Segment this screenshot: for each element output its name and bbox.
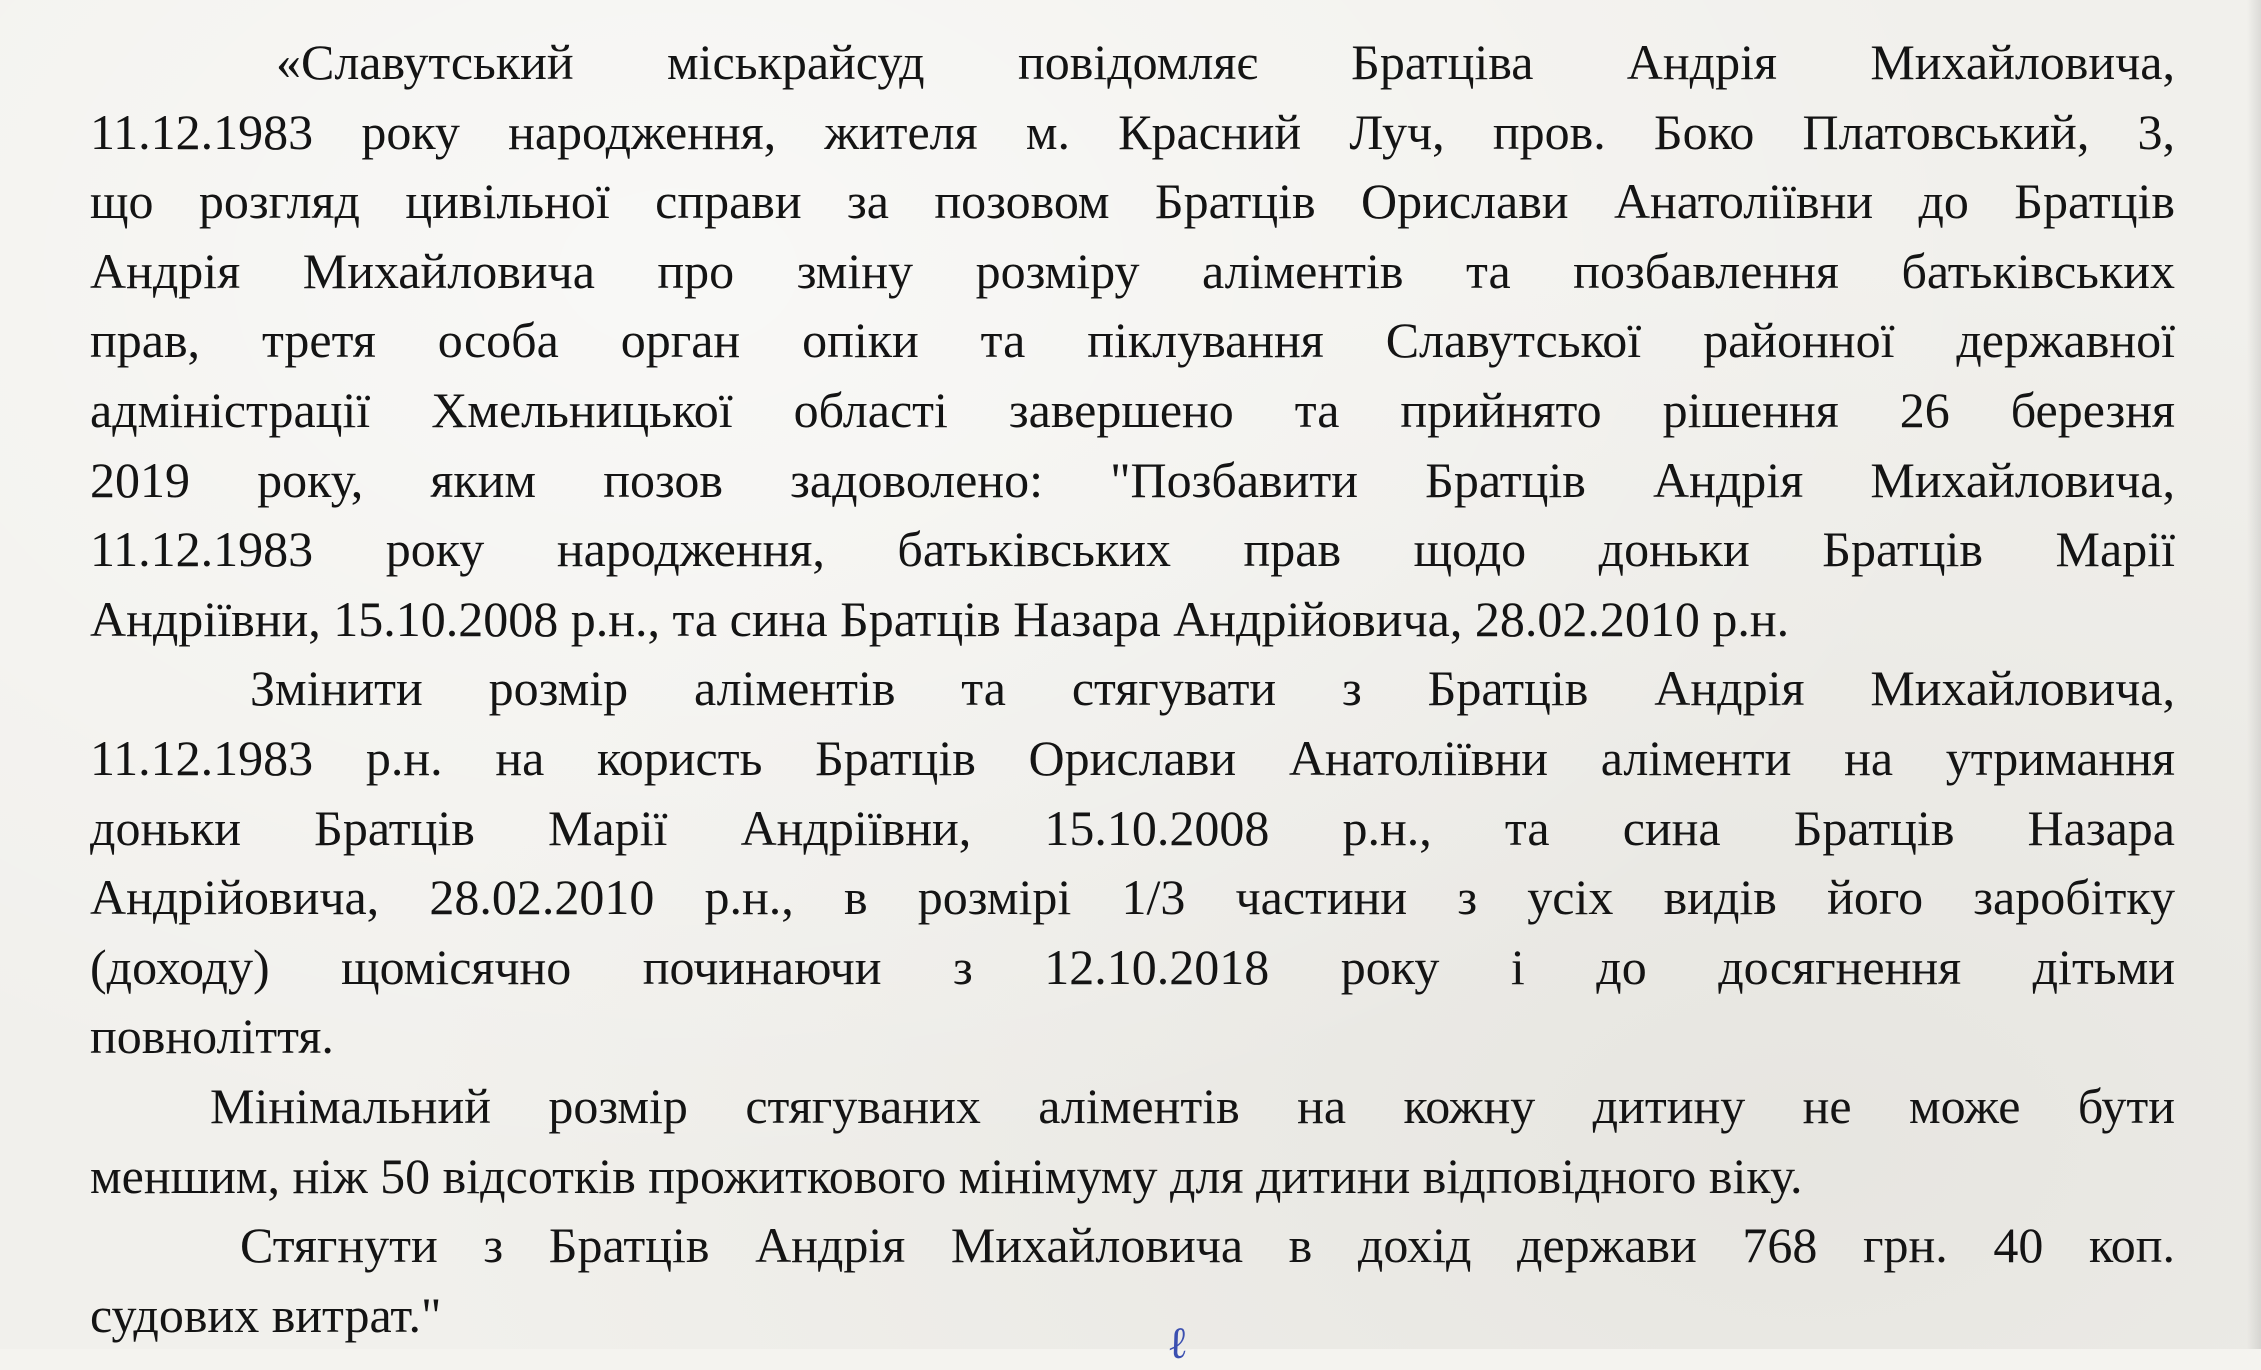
paragraph-1-line-2: 11.12.1983 року народження, жителя м. Красний Луч, пров. Боко Платовський, 3, bbox=[90, 103, 2175, 160]
paragraph-2-line-2: 11.12.1983 р.н. на користь Братців Орислави Анатоліївни аліменти на утримання bbox=[90, 729, 2175, 786]
paragraph-1-line-6: адміністрації Хмельницької області завершено та прийнято рішення 26 березня bbox=[90, 381, 2175, 438]
paragraph-1-line-9: Андріївни, 15.10.2008 р.н., та сина Братців Назара Андрійовича, 28.02.2010 р.н. bbox=[90, 590, 1790, 647]
pen-mark: ℓ bbox=[1164, 1317, 1190, 1370]
paragraph-1-line-8: 11.12.1983 року народження, батьківських прав щодо доньки Братців Марії bbox=[90, 521, 2175, 578]
paragraph-2-line-4: Андрійовича, 28.02.2010 р.н., в розмірі 1/3 частини з усіх видів його заробітку bbox=[90, 869, 2175, 926]
paragraph-1-line-5: прав, третя особа орган опіки та піклування Славутської районної державної bbox=[90, 312, 2175, 369]
page-edge-shadow bbox=[2247, 0, 2261, 1349]
paragraph-1-line-4: Андрія Михайловича про зміну розміру аліментів та позбавлення батьківських bbox=[90, 242, 2175, 299]
paragraph-2-line-3: доньки Братців Марії Андріївни, 15.10.2008 р.н., та сина Братців Назара bbox=[90, 799, 2175, 856]
paragraph-4-line-2: судових витрат." bbox=[90, 1286, 442, 1343]
paragraph-3-line-1: Мінімальний розмір стягуваних аліментів на кожну дитину не може бути bbox=[210, 1077, 2175, 1134]
paragraph-1-line-7: 2019 року, яким позов задоволено: "Позбавити Братців Андрія Михайловича, bbox=[90, 451, 2175, 508]
court-notice-text bbox=[90, 28, 2175, 1350]
paragraph-2-line-5: (доходу) щомісячно починаючи з 12.10.2018 року і до досягнення дітьми bbox=[90, 938, 2175, 995]
paragraph-2-line-6: повноліття. bbox=[90, 1008, 334, 1065]
paragraph-1-line-1: «Славутський міськрайсуд повідомляє Братціва Андрія Михайловича, bbox=[276, 34, 2175, 90]
paragraph-3-line-2: меншим, ніж 50 відсотків прожиткового мінімуму для дитини відповідного віку. bbox=[90, 1147, 1803, 1204]
paragraph-2-line-1: Змінити розмір аліментів та стягувати з Братців Андрія Михайловича, bbox=[250, 660, 2175, 717]
paragraph-4-line-1: Стягнути з Братців Андрія Михайловича в дохід держави 768 грн. 40 коп. bbox=[240, 1217, 2175, 1274]
paragraph-1-line-3: що розгляд цивільної справи за позовом Братців Орислави Анатоліївни до Братців bbox=[90, 173, 2175, 230]
